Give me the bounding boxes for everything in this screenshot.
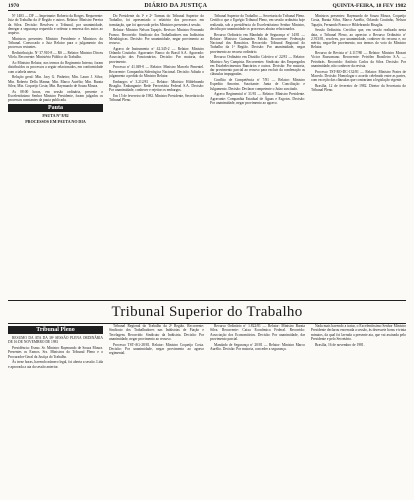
column-3-paragraph: Agravo Regimental nº 31/81 — Relator: Ministro Presidente. Agravante: Companhia Estadual de Águas e Esgotos. Decisão: Por unanimidade, negar provimento ao agravo.	[210, 92, 305, 105]
lower-column-1	[8, 324, 103, 496]
column-4-paragraph: Recurso de Revista nº 4.117/80 — Relator: Ministro Mozart Victor Russomano. Recorrente: Petróleo Brasileiro S.A. — Petrobrás. Recorrido: Antônio Carlos da Silva. Decisão: Por unanimidade, não conhecer da revista.	[311, 51, 406, 68]
column-4-paragraph: Ministros presentes: Raymundo de Souza Moura, Coqueijo Costa, Barata Silva, Marco Aurélio, Orlando Coutinho, Nelson Tapajós, Fernando Franco e Hildebrando Bisaglia.	[311, 14, 406, 27]
section-pauta: Pauta	[8, 104, 103, 112]
lower-column-1-paragraph: Às treze horas, havendo número legal, foi aberta a sessão. Lida e aprovada a ata da sessão anterior.	[8, 360, 103, 369]
newspaper-title: DIÁRIO DA JUSTIÇA	[144, 3, 208, 9]
column-1-paragraph: Relação geral: Min. Jacy G. Pinheiro; Min. Lauro J. Silva; Min. Roberto Della Manna; Min. Marco Aurélio; Min. Barata Silva; Min. Coqueijo Costa; Min. Raymundo de Souza Moura.	[8, 75, 103, 88]
lower-column-4	[311, 324, 406, 496]
page-header	[8, 3, 406, 11]
column-3-paragraph: Tribunal Superior do Trabalho — Secretaria do Tribunal Pleno. Certifico que o Egrégio Tribunal Pleno, em sessão ordinária hoje realizada, sob a presidência do Excelentíssimo Senhor Ministro, decidiu por unanimidade os processos abaixo relacionados.	[210, 14, 305, 31]
pauta-subtitle: PROCESSOS EM PAUTA NO DIA	[25, 118, 86, 124]
lower-columns	[8, 324, 406, 496]
column-2-paragraph: Em 15 de fevereiro de 1982. Ministro Presidente, Secretário do Tribunal Pleno.	[109, 93, 204, 102]
column-1-paragraph: Redistribuição. Nº 37.910-8 — RS — Relator: Ministro Dirceu Vilela. Recorrente: Ministério Público do Trabalho.	[8, 51, 103, 60]
pauta-number: PAUTA Nº 8/82	[42, 113, 69, 119]
column-3-paragraph: Recurso Ordinário em Dissídio Coletivo nº 22/81 — Relator: Ministro Ary Campista. Recorrentes: Sindicato dos Empregados em Estabelecimentos Bancários e outros. Decisão: Por maioria, dar provimento parcial ao recurso para excluir da condenação as cláusulas impugnadas.	[210, 55, 305, 77]
tribunal-banner: Tribunal Superior do Trabalho	[8, 300, 406, 324]
lower-column-3-paragraph: Recurso Ordinário nº 1.822/81 — Relator: Ministro Barata Silva. Recorrente: Caixa Econômica Federal. Recorrido: Associação dos Economiários. Decisão: Por unanimidade, dar provimento parcial.	[210, 324, 305, 341]
lower-column-4-paragraph: Nada mais havendo a tratar, o Excelentíssimo Senhor Ministro Presidente declarou encerrada a sessão, às dezessete horas e trinta minutos, da qual foi lavrada a presente ata, que vai assinada pelo Presidente e pelo Secretário.	[311, 324, 406, 341]
lower-column-2	[109, 324, 204, 496]
page-number: 1970	[8, 3, 19, 9]
lower-column-3-paragraph: Mandado de Segurança nº 20/81 — Relator: Ministro Marco Aurélio. Decisão: Por maioria, conceder a segurança.	[210, 342, 305, 351]
column-2-paragraph: Relator: Ministro Nelson Tapajós. Revisor: Ministro Fernando Franco. Recorrido: Sindicato dos Trabalhadores nas Indústrias Metalúrgicas. Decisão: Por unanimidade, negar provimento ao recurso.	[109, 28, 204, 45]
lower-column-2-paragraph: Processo TST-AG-28/81. Relator: Ministro Coqueijo Costa. Decisão: Por unanimidade, negar provimento ao agravo regimental.	[109, 342, 204, 355]
section-tribunal-pleno: Tribunal Pleno	[8, 326, 103, 334]
column-1-paragraph: Nº 1483 — DF — Impetrante: Roberto da Borges. Requerente: Juiz do Trabalho da 4ª Região e outros. Relator: Ministro Pereira da Silva. Decisão: Resolveu o Tribunal, por unanimidade, denegar a segurança requerida e ordenar a remessa dos autos ao arquivo.	[8, 14, 103, 35]
column-4-paragraph: Processo TST-RO-DC-132/81 — Relator: Ministro Prates de Macedo. Decisão: Homologar o acordo celebrado entre as partes, com exceção das cláusulas que contrariam a legislação vigente.	[311, 69, 406, 82]
lower-column-4-paragraph: Brasília, 16 de novembro de 1981.	[315, 342, 365, 347]
lower-column-2-paragraph: Tribunal Regional do Trabalho da 2ª Região. Recorrente: Sindicato dos Trabalhadores nas Indústrias de Fiação e Tecelagem. Recorrido: Sindicato da Indústria. Decisão: Por unanimidade, negar provimento ao recurso.	[109, 324, 204, 341]
column-1-paragraph: Ao Ministro Relator, nos termos do Regimento Interno, foram distribuídos os processos a seguir relacionados, em conformidade com a tabela anexa.	[8, 61, 103, 74]
column-1-paragraph: As 08:00 horas, em sessão ordinária, presente o Excelentíssimo Senhor Ministro Presidente, foram julgados os processos constantes da pauta publicada.	[8, 89, 103, 102]
column-4-paragraph: Sessão Ordinária. Certifico que, em sessão realizada nesta data, o Tribunal Pleno, ao apreciar o Recurso Ordinário nº 2.913/81, resolveu, por unanimidade, conhecer do recurso e, no mérito, negar-lhe provimento, nos termos do voto do Ministro Relator.	[311, 28, 406, 50]
column-1-paragraph: Ministros presentes: Ministro Presidente e Ministros do Tribunal. Convocado o Juiz Relator para o julgamento dos processos restantes.	[8, 36, 103, 50]
column-4-paragraph: Brasília, 12 de fevereiro de 1982. Diretor da Secretaria do Tribunal Pleno.	[311, 83, 406, 92]
column-2-paragraph: Embargos nº 3.212/81 — Relator: Ministro Hildebrando Bisaglia. Embargante: Rede Ferroviária Federal S.A. Decisão: Por unanimidade, conhecer e rejeitar os embargos.	[109, 79, 204, 92]
column-2-paragraph: Processo nº 41.049-0 — Relator: Ministro Marcelo Pimentel. Recorrente: Companhia Siderúrgica Nacional. Decisão: Adiado o julgamento a pedido do Ministro Relator.	[109, 65, 204, 78]
page-date: QUINTA-FEIRA, 18 FEV 1982	[332, 3, 406, 9]
column-3-paragraph: Conflito de Competência nº 7/81 — Relator: Ministro Expedito Amorim. Suscitante: Junta de Conciliação e Julgamento. Decisão: Declarar competente o Juízo suscitado.	[210, 78, 305, 91]
lower-column-1-paragraph: RESUMO DA ATA DA 38ª SESSÃO PLENA ORDINÁRIA DE 16 DE NOVEMBRO DE 1981	[8, 336, 103, 345]
lower-column-3	[210, 324, 305, 496]
column-2-paragraph: Do Presidente da 1ª e 2ª Turmas do Tribunal Superior do Trabalho, foi apresentado o relatório dos processos em tramitação, que foi aprovado pelos Ministros presentes à sessão.	[109, 14, 204, 27]
lower-column-1-paragraph: Presidência: Exmo. Sr. Ministro Raymundo de Souza Moura. Presentes os Exmos. Srs. Ministros do Tribunal Pleno e o Procurador-Geral da Justiça do Trabalho.	[8, 346, 103, 359]
column-3-paragraph: Recurso Ordinário em Mandado de Segurança nº 14/81 — Relator: Ministro Guimarães Falcão. Recorrente: Federação Nacional dos Bancários. Recorrido: Tribunal Regional do Trabalho da 1ª Região. Decisão: Por unanimidade, negar provimento ao recurso ordinário.	[210, 32, 305, 54]
column-2-paragraph: Agravo de Instrumento nº 42.345-2 — Relator: Ministro Orlando Coutinho. Agravante: Banco do Brasil S.A. Agravado: Associação dos Funcionários. Decisão: Por maioria, dar provimento.	[109, 46, 204, 64]
